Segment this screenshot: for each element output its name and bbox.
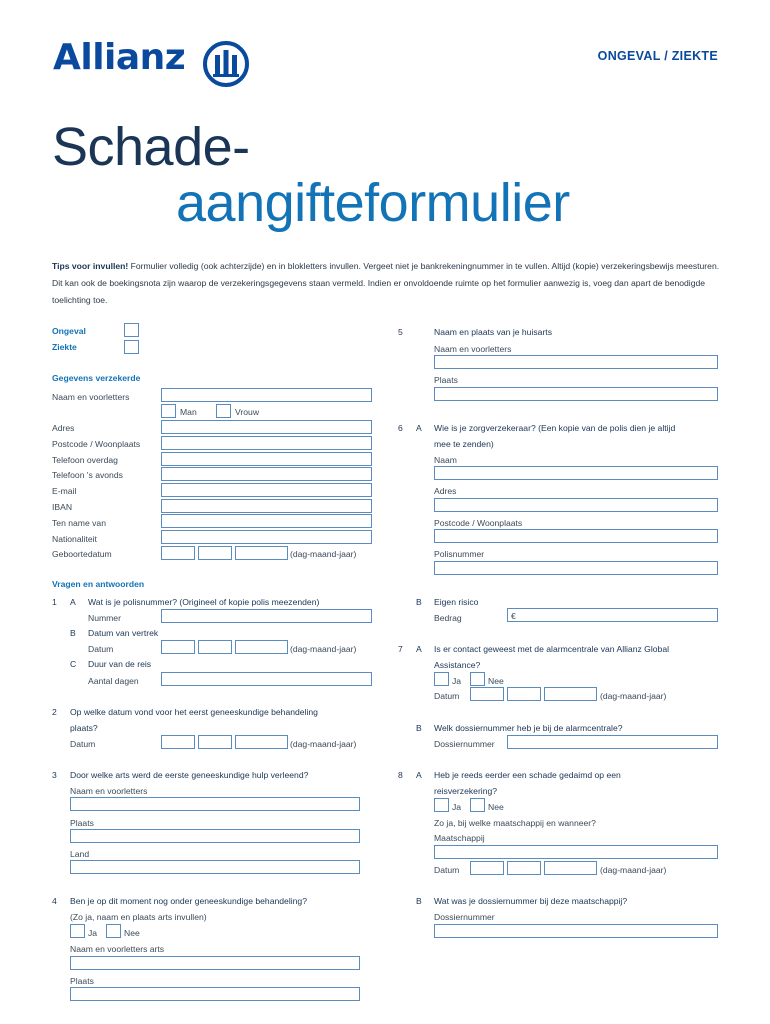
bedrag-input[interactable] xyxy=(507,608,718,622)
q4-ja-checkbox[interactable] xyxy=(70,924,85,938)
q6-naam-label: Naam xyxy=(434,455,457,465)
insured-heading: Gegevens verzekerde xyxy=(52,373,141,383)
q6b-question: Eigen risico xyxy=(434,597,479,607)
q7a-question-line2: Assistance? xyxy=(434,660,481,670)
q4-name-input[interactable] xyxy=(70,956,360,970)
q7-ja-checkbox[interactable] xyxy=(434,672,449,686)
insured-tel-day-input[interactable] xyxy=(161,452,372,466)
treatment-year-input[interactable] xyxy=(235,735,288,749)
q5-name-input[interactable] xyxy=(434,355,718,369)
q6-polis-input[interactable] xyxy=(434,561,718,575)
insured-name-input[interactable] xyxy=(161,388,372,402)
insured-postcode-input[interactable] xyxy=(161,436,372,450)
q8-nee-label: Nee xyxy=(488,802,504,812)
allianz-eagle-icon xyxy=(202,40,250,88)
euro-symbol: € xyxy=(511,611,516,621)
q6-postcode-label: Postcode / Woonplaats xyxy=(434,518,523,528)
q6a-question-line2: mee te zenden) xyxy=(434,439,494,449)
q6-number: 6 xyxy=(398,423,403,433)
q3-number: 3 xyxy=(52,770,57,780)
q3-plaats-label: Plaats xyxy=(70,818,94,828)
man-checkbox[interactable] xyxy=(161,404,176,418)
q1b-datum-label: Datum xyxy=(88,644,114,654)
q8b-dossier-label: Dossiernummer xyxy=(434,912,495,922)
q8a-letter: A xyxy=(416,770,422,780)
q4-name-label: Naam en voorletters arts xyxy=(70,944,165,954)
q8-nee-checkbox[interactable] xyxy=(470,798,485,812)
departure-date-hint: (dag-maand-jaar) xyxy=(290,644,357,654)
tips-label: Tips voor invullen! xyxy=(52,261,129,271)
q1c-days-label: Aantal dagen xyxy=(88,676,139,686)
q6a-question-line1: Wie is je zorgverzekeraar? (Een kopie van de polis dien je altijd xyxy=(434,423,676,433)
category-label: ONGEVAL / ZIEKTE xyxy=(597,49,718,63)
q7-year-input[interactable] xyxy=(544,687,597,701)
q8-dossier-input[interactable] xyxy=(434,924,718,938)
q8-month-input[interactable] xyxy=(507,861,541,875)
ongeval-checkbox[interactable] xyxy=(124,323,139,337)
birthdate-day-input[interactable] xyxy=(161,546,195,560)
q4-number: 4 xyxy=(52,896,57,906)
insured-address-label: Adres xyxy=(52,423,75,433)
q4-plaats-label: Plaats xyxy=(70,976,94,986)
insured-email-input[interactable] xyxy=(161,483,372,497)
q8a-question-line1: Heb je reeds eerder een schade gedaimd op een xyxy=(434,770,621,780)
insured-tel-evening-input[interactable] xyxy=(161,467,372,481)
q3-land-input[interactable] xyxy=(70,860,360,874)
departure-year-input[interactable] xyxy=(235,640,288,654)
insured-birthdate-label: Geboortedatum xyxy=(52,549,112,559)
q5-name-label: Naam en voorletters xyxy=(434,344,512,354)
q4-nee-checkbox[interactable] xyxy=(106,924,121,938)
insured-nationality-input[interactable] xyxy=(161,530,372,544)
q7b-letter: B xyxy=(416,723,422,733)
q8-maatschappij-label: Maatschappij xyxy=(434,833,485,843)
insured-name-label: Naam en voorletters xyxy=(52,392,130,402)
q6-naam-input[interactable] xyxy=(434,466,718,480)
insured-email-label: E-mail xyxy=(52,486,77,496)
q5-plaats-input[interactable] xyxy=(434,387,718,401)
insured-iban-input[interactable] xyxy=(161,499,372,513)
q4-hint: (Zo ja, naam en plaats arts invullen) xyxy=(70,912,207,922)
q8-ja-label: Ja xyxy=(452,802,462,812)
q7a-letter: A xyxy=(416,644,422,654)
q6b-letter: B xyxy=(416,597,422,607)
q4-question: Ben je op dit moment nog onder geneeskundige behandeling? xyxy=(70,896,307,906)
q2-question-line2: plaats? xyxy=(70,723,98,733)
q6-adres-label: Adres xyxy=(434,486,457,496)
treatment-date-hint: (dag-maand-jaar) xyxy=(290,739,357,749)
q4-ja-label: Ja xyxy=(88,928,98,938)
insured-iban-label: IBAN xyxy=(52,502,73,512)
q6-adres-input[interactable] xyxy=(434,498,718,512)
q7-day-input[interactable] xyxy=(470,687,504,701)
q7-datum-label: Datum xyxy=(434,691,460,701)
departure-month-input[interactable] xyxy=(198,640,232,654)
q6-polis-label: Polisnummer xyxy=(434,549,485,559)
q8-zo-ja-label: Zo ja, bij welke maatschappij en wanneer? xyxy=(434,818,596,828)
trip-days-input[interactable] xyxy=(161,672,372,686)
insured-name-of-label: Ten name van xyxy=(52,518,106,528)
policy-number-input[interactable] xyxy=(161,609,372,623)
q7b-question: Welk dossiernummer heb je bij de alarmcentrale? xyxy=(434,723,623,733)
insured-tel-evening-label: Telefoon 's avonds xyxy=(52,470,123,480)
q4-plaats-input[interactable] xyxy=(70,987,360,1001)
q7-nee-label: Nee xyxy=(488,676,504,686)
qa-heading: Vragen en antwoorden xyxy=(52,579,145,589)
tips-text: Formulier volledig (ook achterzijde) en in blokletters invullen. Vergeet niet je bankrekeningnummer in te vullen. Altijd (kopie) verzekeringsbewijs meesturen. Dit kan ook de boekingsnota zijn waarop de verzekeringsgegevens staan vermeld. Indien er onvoldoende ruimte op het formulier aanwezig is, voeg dan apart de benodigde toelichting toe. xyxy=(52,261,720,305)
q6b-bedrag-label: Bedrag xyxy=(434,613,462,623)
q8b-question: Wat was je dossiernummer bij deze maatschappij? xyxy=(434,896,628,906)
q1a-nummer-label: Nummer xyxy=(88,613,121,623)
q6-postcode-input[interactable] xyxy=(434,529,718,543)
treatment-month-input[interactable] xyxy=(198,735,232,749)
title-line-1: Schade- xyxy=(52,117,250,177)
insured-nationality-label: Nationaliteit xyxy=(52,534,97,544)
q1c-question: Duur van de reis xyxy=(88,659,152,669)
ziekte-label: Ziekte xyxy=(52,342,77,352)
q5-plaats-label: Plaats xyxy=(434,375,458,385)
q4-nee-label: Nee xyxy=(124,928,140,938)
birthdate-year-input[interactable] xyxy=(235,546,288,560)
insured-name-of-input[interactable] xyxy=(161,514,372,528)
birthdate-month-input[interactable] xyxy=(198,546,232,560)
q3-plaats-input[interactable] xyxy=(70,829,360,843)
q7-number: 7 xyxy=(398,644,403,654)
birthdate-hint: (dag-maand-jaar) xyxy=(290,549,357,559)
q8-maatschappij-input[interactable] xyxy=(434,845,718,859)
vrouw-checkbox[interactable] xyxy=(216,404,231,418)
q7-dossier-input[interactable] xyxy=(507,735,718,749)
tips-paragraph xyxy=(52,258,720,309)
treatment-day-input[interactable] xyxy=(161,735,195,749)
q8a-question-line2: reisverzekering? xyxy=(434,786,498,796)
q3-land-label: Land xyxy=(70,849,90,859)
q7-month-input[interactable] xyxy=(507,687,541,701)
insured-tel-day-label: Telefoon overdag xyxy=(52,455,118,465)
q6a-letter: A xyxy=(416,423,422,433)
q8-datum-label: Datum xyxy=(434,865,460,875)
q8-day-input[interactable] xyxy=(470,861,504,875)
insured-address-input[interactable] xyxy=(161,420,372,434)
q7a-question-line1: Is er contact geweest met de alarmcentrale van Allianz Global xyxy=(434,644,670,654)
q2-datum-label: Datum xyxy=(70,739,96,749)
q3-question: Door welke arts werd de eerste geneeskundige hulp verleend? xyxy=(70,770,309,780)
q1b-question: Datum van vertrek xyxy=(88,628,159,638)
q7-date-hint: (dag-maand-jaar) xyxy=(600,691,667,701)
departure-day-input[interactable] xyxy=(161,640,195,654)
q7-ja-label: Ja xyxy=(452,676,462,686)
man-label: Man xyxy=(180,407,197,417)
q1a-question: Wat is je polisnummer? (Origineel of kopie polis meezenden) xyxy=(88,597,320,607)
q3-name-label: Naam en voorletters xyxy=(70,786,148,796)
insured-postcode-label: Postcode / Woonplaats xyxy=(52,439,141,449)
allianz-logo-text: Allianz xyxy=(53,37,186,78)
q1a-letter: A xyxy=(70,597,76,607)
title-line-2: aangifteformulier xyxy=(176,173,570,233)
ziekte-checkbox[interactable] xyxy=(124,340,139,354)
q3-name-input[interactable] xyxy=(70,797,360,811)
q2-number: 2 xyxy=(52,707,57,717)
q5-number: 5 xyxy=(398,327,403,337)
q7b-dossier-label: Dossiernummer xyxy=(434,739,495,749)
q5-question: Naam en plaats van je huisarts xyxy=(434,327,552,337)
q1b-letter: B xyxy=(70,628,76,638)
q8-date-hint: (dag-maand-jaar) xyxy=(600,865,667,875)
q8-year-input[interactable] xyxy=(544,861,597,875)
q8-number: 8 xyxy=(398,770,403,780)
q1c-letter: C xyxy=(70,659,77,669)
q8-ja-checkbox[interactable] xyxy=(434,798,449,812)
ongeval-label: Ongeval xyxy=(52,326,86,336)
q1-number: 1 xyxy=(52,597,57,607)
q2-question-line1: Op welke datum vond voor het eerst geneeskundige behandeling xyxy=(70,707,318,717)
vrouw-label: Vrouw xyxy=(235,407,260,417)
q7-nee-checkbox[interactable] xyxy=(470,672,485,686)
q8b-letter: B xyxy=(416,896,422,906)
